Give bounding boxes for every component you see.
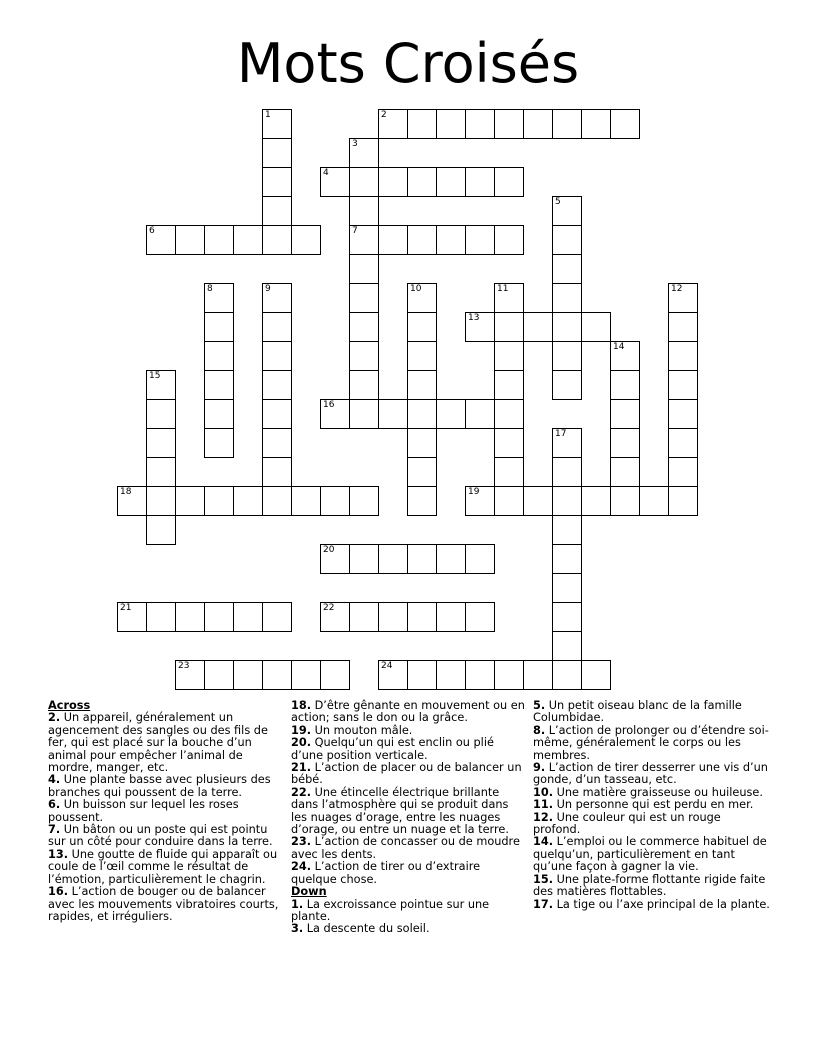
across-heading: Across: [48, 699, 91, 712]
grid-cell: [204, 660, 234, 690]
grid-cell: [436, 602, 466, 632]
down-clue: [533, 762, 771, 787]
clue-label: 13.: [48, 847, 69, 861]
grid-cell: [436, 109, 466, 139]
grid-cell: [668, 341, 698, 371]
grid-cell: [465, 167, 495, 197]
grid-cell: [378, 399, 408, 429]
grid-cell: [610, 399, 640, 429]
grid-cell: [407, 660, 437, 690]
grid-cell: [204, 399, 234, 429]
grid-cell: [610, 109, 640, 139]
grid-cell: [494, 312, 524, 342]
grid-cell: [494, 225, 524, 255]
clue-label: 5.: [533, 699, 546, 712]
grid-cell: [407, 457, 437, 487]
grid-cell: [610, 457, 640, 487]
grid-cell: [146, 399, 176, 429]
across-clue: [291, 700, 527, 725]
clue-number: 16: [323, 400, 335, 410]
grid-cell: [204, 428, 234, 458]
grid-cell: [349, 196, 379, 226]
grid-cell: [378, 167, 408, 197]
grid-cell: [407, 428, 437, 458]
clue-text: Un buisson sur lequel les roses poussent.: [48, 798, 239, 824]
grid-cell: [204, 486, 234, 516]
grid-cell: [233, 486, 263, 516]
clue-text: La descente du soleil.: [303, 922, 430, 936]
clue-number: 19: [468, 487, 480, 497]
clue-label: 9.: [533, 761, 546, 775]
grid-cell: [291, 486, 321, 516]
clue-number: 18: [120, 487, 132, 497]
grid-cell: [436, 399, 466, 429]
grid-cell: [262, 428, 292, 458]
grid-cell: [146, 370, 176, 400]
clue-label: 8.: [533, 723, 546, 737]
clue-text: D’être gênante en mouvement ou en action; sans le don ou la grâce.: [291, 699, 525, 725]
clue-text: La excroissance pointue sur une plante.: [291, 897, 490, 923]
grid-cell: [552, 312, 582, 342]
grid-cell: [349, 602, 379, 632]
grid-cell: [552, 573, 582, 603]
across-clue: [48, 799, 283, 824]
grid-cell: [146, 428, 176, 458]
clue-label: 15.: [533, 872, 554, 886]
grid-cell: [204, 225, 234, 255]
down-clue: [533, 836, 771, 873]
across-clue: [48, 774, 283, 799]
clue-label: 18.: [291, 699, 312, 712]
clue-text: L’action de placer ou de balancer un bébé.: [291, 761, 522, 787]
grid-cell: [262, 399, 292, 429]
clue-label: 23.: [291, 835, 312, 849]
grid-cell: [552, 370, 582, 400]
clues-column-3: [533, 700, 771, 911]
grid-cell: [378, 544, 408, 574]
grid-cell: [146, 457, 176, 487]
grid-cell: [668, 428, 698, 458]
grid-cell: [668, 312, 698, 342]
grid-cell: [523, 109, 553, 139]
across-clue: [291, 787, 527, 837]
grid-cell: [407, 312, 437, 342]
clue-label: 7.: [48, 823, 61, 837]
clue-label: 12.: [533, 810, 554, 824]
clue-label: 24.: [291, 860, 312, 874]
clue-number: 10: [410, 284, 422, 294]
clue-number: 21: [120, 603, 132, 613]
clue-number: 1: [265, 110, 271, 120]
clue-label: 10.: [533, 785, 554, 799]
grid-cell: [552, 254, 582, 284]
clue-number: 8: [207, 284, 213, 294]
grid-cell: [349, 225, 379, 255]
grid-cell: [407, 544, 437, 574]
across-clue: [48, 712, 283, 774]
clue-text: L’action de bouger ou de balancer avec les mouvements vibratoires courts, rapides, et irréguliers.: [48, 885, 279, 923]
grid-cell: [552, 486, 582, 516]
grid-cell: [349, 544, 379, 574]
grid-cell: [465, 544, 495, 574]
grid-cell: [349, 399, 379, 429]
grid-cell: [175, 486, 205, 516]
grid-cell: [117, 486, 147, 516]
clue-label: 3.: [291, 922, 304, 936]
grid-cell: [146, 602, 176, 632]
grid-cell: [494, 283, 524, 313]
grid-cell: [581, 109, 611, 139]
grid-cell: [378, 602, 408, 632]
clue-label: 16.: [48, 885, 69, 899]
grid-cell: [204, 602, 234, 632]
clue-number: 11: [497, 284, 509, 294]
grid-cell: [291, 225, 321, 255]
grid-cell: [204, 283, 234, 313]
clue-text: Une goutte de fluide qui apparaît ou coule de l’œil comme le résultat de l’émotion, particulièrement le chagrin.: [48, 847, 278, 886]
grid-cell: [610, 370, 640, 400]
grid-cell: [436, 544, 466, 574]
clue-label: 21.: [291, 761, 312, 775]
across-clue: [48, 886, 283, 923]
down-clue: [533, 725, 771, 762]
clue-text: Un bâton ou un poste qui est pointu sur un côté pour conduire dans la terre.: [48, 823, 273, 849]
grid-cell: [233, 602, 263, 632]
grid-cell: [465, 312, 495, 342]
clue-label: 6.: [48, 798, 61, 812]
clues-column-1: [48, 700, 283, 923]
grid-cell: [262, 660, 292, 690]
grid-cell: [494, 660, 524, 690]
grid-cell: [262, 138, 292, 168]
grid-cell: [436, 660, 466, 690]
grid-cell: [204, 370, 234, 400]
clue-text: L’action de tirer desserrer une vis d’un gonde, d’un tasseau, etc.: [533, 761, 768, 787]
grid-cell: [494, 399, 524, 429]
grid-cell: [146, 486, 176, 516]
across-clue: [48, 849, 283, 886]
clue-number: 13: [468, 313, 480, 323]
clue-text: L’action de prolonger ou d’étendre soi-même, généralement le corps ou les membres.: [533, 723, 769, 762]
grid-cell: [407, 109, 437, 139]
clue-text: Un personne qui est perdu en mer.: [553, 798, 754, 812]
clues-column-2: [291, 700, 527, 936]
clue-number: 12: [671, 284, 683, 294]
grid-cell: [494, 341, 524, 371]
grid-cell: [262, 283, 292, 313]
down-clue: [291, 923, 527, 935]
grid-cell: [262, 370, 292, 400]
grid-cell: [204, 312, 234, 342]
grid-cell: [494, 486, 524, 516]
grid-cell: [320, 660, 350, 690]
grid-cell: [523, 660, 553, 690]
grid-cell: [349, 341, 379, 371]
grid-cell: [552, 341, 582, 371]
down-clue: [533, 874, 771, 899]
grid-cell: [117, 602, 147, 632]
clue-number: 17: [555, 429, 567, 439]
clue-number: 9: [265, 284, 271, 294]
clue-number: 24: [381, 661, 393, 671]
grid-cell: [639, 486, 669, 516]
across-clue: [291, 861, 527, 886]
grid-cell: [552, 457, 582, 487]
clue-number: 23: [178, 661, 190, 671]
grid-cell: [378, 660, 408, 690]
grid-cell: [494, 457, 524, 487]
clue-number: 2: [381, 110, 387, 120]
grid-cell: [320, 602, 350, 632]
grid-cell: [465, 486, 495, 516]
down-clue: [533, 700, 771, 725]
grid-cell: [175, 602, 205, 632]
grid-cell: [668, 399, 698, 429]
grid-cell: [494, 167, 524, 197]
grid-cell: [552, 225, 582, 255]
clue-label: 11.: [533, 798, 554, 812]
grid-cell: [320, 486, 350, 516]
grid-cell: [436, 167, 466, 197]
clue-text: Une plante basse avec plusieurs des branches qui poussent de la terre.: [48, 773, 271, 799]
grid-cell: [465, 225, 495, 255]
grid-cell: [407, 399, 437, 429]
down-clue: [291, 899, 527, 924]
clue-text: Un mouton mâle.: [311, 723, 413, 737]
grid-cell: [262, 486, 292, 516]
clue-text: Une plate-forme flottante rigide faite des matières flottables.: [533, 872, 766, 899]
grid-cell: [552, 544, 582, 574]
clue-text: Une étincelle électrique brillante dans l’atmosphère qui se produit dans les nuages d’orage, entre les nuages d’orage, ou entre un nuage et la terre.: [291, 785, 509, 837]
grid-cell: [552, 428, 582, 458]
grid-cell: [349, 312, 379, 342]
clue-number: 22: [323, 603, 335, 613]
grid-cell: [668, 370, 698, 400]
clue-number: 7: [352, 226, 358, 236]
grid-cell: [349, 167, 379, 197]
clue-label: 19.: [291, 723, 312, 737]
grid-cell: [262, 167, 292, 197]
clue-text: La tige ou l’axe principal de la plante.: [553, 897, 770, 911]
grid-cell: [552, 602, 582, 632]
clue-label: 17.: [533, 897, 554, 911]
across-clue: [291, 762, 527, 787]
grid-cell: [552, 631, 582, 661]
clue-number: 3: [352, 139, 358, 149]
grid-cell: [610, 486, 640, 516]
clue-label: 20.: [291, 736, 312, 750]
grid-cell: [349, 486, 379, 516]
grid-cell: [552, 283, 582, 313]
clue-label: 22.: [291, 785, 312, 799]
clue-text: Une matière graisseuse ou huileuse.: [553, 785, 763, 799]
across-clue: [291, 836, 527, 861]
clue-text: Une couleur qui est un rouge profond.: [533, 810, 721, 837]
clue-text: Un petit oiseau blanc de la famille Columbidae.: [533, 699, 742, 725]
across-clue: [48, 824, 283, 849]
grid-cell: [581, 486, 611, 516]
grid-cell: [581, 660, 611, 690]
grid-cell: [378, 225, 408, 255]
grid-cell: [146, 225, 176, 255]
grid-cell: [349, 370, 379, 400]
clue-number: 15: [149, 371, 161, 381]
grid-cell: [552, 660, 582, 690]
grid-cell: [465, 399, 495, 429]
grid-cell: [610, 341, 640, 371]
grid-cell: [349, 254, 379, 284]
clue-label: 14.: [533, 835, 554, 849]
across-clue: [291, 737, 527, 762]
grid-cell: [523, 312, 553, 342]
grid-cell: [407, 486, 437, 516]
grid-cell: [407, 341, 437, 371]
grid-cell: [320, 399, 350, 429]
down-clue: [533, 812, 771, 837]
grid-cell: [494, 428, 524, 458]
grid-cell: [552, 196, 582, 226]
clue-text: L’action de tirer ou d’extraire quelque chose.: [291, 860, 481, 886]
grid-cell: [349, 138, 379, 168]
grid-cell: [407, 225, 437, 255]
grid-cell: [610, 428, 640, 458]
clue-text: L’action de concasser ou de moudre avec les dents.: [291, 835, 520, 861]
grid-cell: [523, 486, 553, 516]
grid-cell: [262, 225, 292, 255]
grid-cell: [407, 370, 437, 400]
grid-cell: [262, 312, 292, 342]
grid-cell: [668, 457, 698, 487]
grid-cell: [668, 486, 698, 516]
grid-cell: [262, 602, 292, 632]
grid-cell: [233, 660, 263, 690]
clue-text: L’emploi ou le commerce habituel de quelqu’un, particulièrement en tant qu’une façon à gagner la vie.: [533, 835, 767, 874]
down-heading: Down: [291, 885, 327, 899]
grid-cell: [146, 515, 176, 545]
grid-cell: [407, 602, 437, 632]
grid-cell: [262, 457, 292, 487]
grid-cell: [204, 341, 234, 371]
grid-cell: [436, 225, 466, 255]
clue-label: 2.: [48, 711, 61, 725]
clue-number: 6: [149, 226, 155, 236]
grid-cell: [407, 283, 437, 313]
grid-cell: [320, 167, 350, 197]
grid-cell: [407, 167, 437, 197]
clue-number: 5: [555, 197, 561, 207]
grid-cell: [175, 660, 205, 690]
grid-cell: [668, 283, 698, 313]
clue-number: 20: [323, 545, 335, 555]
clue-label: 1.: [291, 897, 304, 911]
grid-cell: [233, 225, 263, 255]
down-clue: [533, 899, 771, 911]
page-title: Mots Croisés: [236, 32, 580, 95]
clue-text: Quelqu’un qui est enclin ou plié d’une position verticale.: [291, 736, 494, 762]
clue-number: 14: [613, 342, 625, 352]
grid-cell: [320, 544, 350, 574]
grid-cell: [465, 109, 495, 139]
grid-cell: [262, 109, 292, 139]
grid-cell: [552, 515, 582, 545]
grid-cell: [378, 109, 408, 139]
grid-cell: [494, 109, 524, 139]
grid-cell: [262, 196, 292, 226]
clue-text: Un appareil, généralement un agencement des sangles ou des fils de fer, qui est placé sur la bouche d’un animal pour empêcher l’animal de mordre, manger, etc.: [48, 711, 268, 775]
clue-number: 4: [323, 168, 329, 178]
grid-cell: [552, 109, 582, 139]
grid-cell: [581, 312, 611, 342]
grid-cell: [175, 225, 205, 255]
grid-cell: [291, 660, 321, 690]
grid-cell: [465, 602, 495, 632]
grid-cell: [494, 370, 524, 400]
clue-label: 4.: [48, 773, 61, 787]
grid-cell: [262, 341, 292, 371]
grid-cell: [465, 660, 495, 690]
grid-cell: [349, 283, 379, 313]
